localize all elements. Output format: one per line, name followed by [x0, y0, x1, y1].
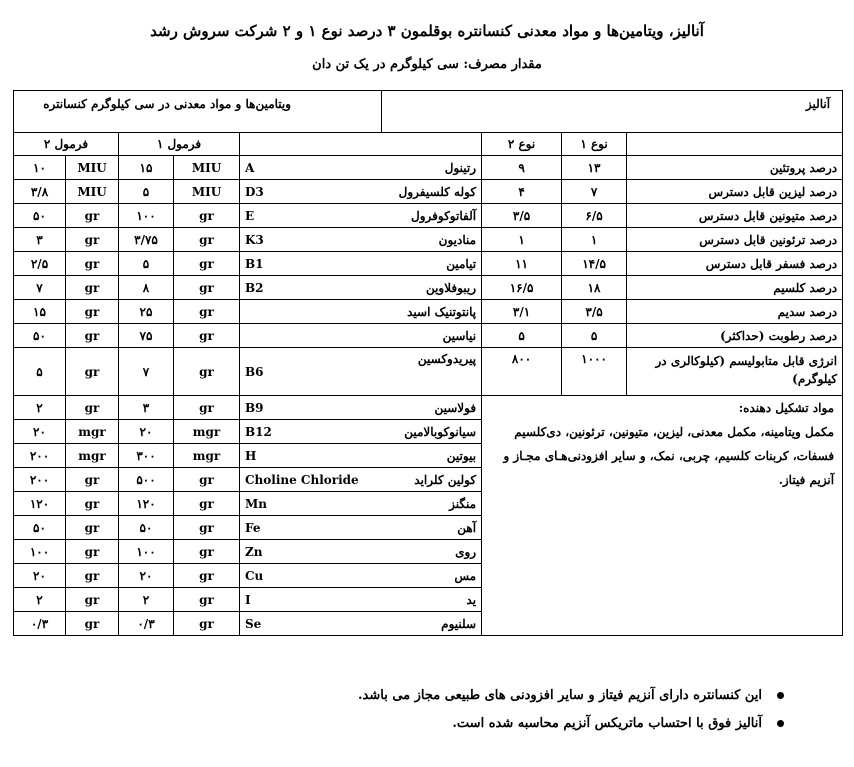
formula2-value: ۲۰ — [14, 420, 66, 444]
type2-header: نوع ۲ — [482, 133, 562, 156]
table-row — [14, 204, 843, 228]
vitamin-code: D3 — [240, 180, 382, 204]
vitamin-name: آلفاتوکوفرول — [382, 204, 482, 228]
document-title: آنالیز، ویتامین‌ها و مواد معدنی کنسانتره بوقلمون ۳ درصد نوع ۱ و ۲ شرکت سروش رشد — [150, 22, 704, 40]
formula1-value: ۷۵ — [119, 324, 174, 348]
vitamin-name: منادیون — [382, 228, 482, 252]
formula1-value: ۱۰۰ — [119, 204, 174, 228]
formula1-value: ۳/۷۵ — [119, 228, 174, 252]
type1-value: ۱۳ — [562, 156, 627, 180]
formula2-value: ۲۰۰ — [14, 468, 66, 492]
formula2-unit: gr — [66, 252, 119, 276]
formula2-unit: mgr — [66, 420, 119, 444]
formula1-unit: gr — [174, 588, 240, 612]
formula2-value: ۱۵ — [14, 300, 66, 324]
table-header-row — [14, 91, 843, 133]
formula2-value: ۲۰ — [14, 564, 66, 588]
formula1-value: ۲۵ — [119, 300, 174, 324]
analysis-label: درصد ترئونین قابل دسترس — [627, 228, 843, 252]
vitamins-header: ویتامین‌ها و مواد معدنی در سی کیلوگرم کنسانتره — [14, 91, 382, 133]
vitamin-code: B1 — [240, 252, 382, 276]
type2-value: ۳/۱ — [482, 300, 562, 324]
formula1-value: ۲۰ — [119, 420, 174, 444]
formula2-unit: mgr — [66, 444, 119, 468]
formula2-unit: gr — [66, 228, 119, 252]
vitamin-code: E — [240, 204, 382, 228]
bullet-icon — [777, 720, 784, 727]
formula2-unit: gr — [66, 516, 119, 540]
type1-value: ۶/۵ — [562, 204, 627, 228]
formula1-unit: mgr — [174, 444, 240, 468]
analysis-label: انرژی قابل متابولیسم (کیلوکالری در کیلوگرم) — [627, 348, 843, 396]
type1-header: نوع ۱ — [562, 133, 627, 156]
formula2-header: فرمول ۲ — [14, 133, 119, 156]
analysis-label: درصد رطوبت (حداکثر) — [627, 324, 843, 348]
vitamin-code: B9 — [240, 396, 382, 420]
formula1-unit: gr — [174, 468, 240, 492]
formula1-value: ۳ — [119, 396, 174, 420]
vitamin-code: I — [240, 588, 382, 612]
analysis-label: درصد سدیم — [627, 300, 843, 324]
formula1-unit: gr — [174, 564, 240, 588]
footnote-item — [358, 711, 784, 739]
formula2-unit: gr — [66, 588, 119, 612]
vitamin-name: سیانوکوبالامین — [382, 420, 482, 444]
formula1-value: ۲۰ — [119, 564, 174, 588]
formula1-value: ۱۵ — [119, 156, 174, 180]
analysis-label: درصد کلسیم — [627, 276, 843, 300]
vitamin-code: Cu — [240, 564, 382, 588]
type2-value: ۳/۵ — [482, 204, 562, 228]
formula1-value: ۲ — [119, 588, 174, 612]
formula1-unit: gr — [174, 300, 240, 324]
formula2-unit: gr — [66, 468, 119, 492]
type1-value: ۵ — [562, 324, 627, 348]
formula2-value: ۵۰ — [14, 516, 66, 540]
type1-value: ۱۸ — [562, 276, 627, 300]
formula1-value: ۵ — [119, 252, 174, 276]
formula1-value: ۷ — [119, 348, 174, 396]
formula1-value: ۸ — [119, 276, 174, 300]
type2-value: ۵ — [482, 324, 562, 348]
formula2-value: ۱۲۰ — [14, 492, 66, 516]
formula2-unit: MIU — [66, 180, 119, 204]
vitamin-name: فولاسین — [382, 396, 482, 420]
type1-value: ۳/۵ — [562, 300, 627, 324]
formula2-value: ۳ — [14, 228, 66, 252]
formula1-unit: mgr — [174, 420, 240, 444]
ingredients-note — [482, 396, 843, 636]
vitamin-name: کولین کلراید — [382, 468, 482, 492]
type1-value: ۷ — [562, 180, 627, 204]
type2-value: ۱۱ — [482, 252, 562, 276]
vitamin-code — [240, 324, 382, 348]
formula1-unit: gr — [174, 492, 240, 516]
type2-value: ۹ — [482, 156, 562, 180]
analysis-label: درصد متیونین قابل دسترس — [627, 204, 843, 228]
vitamin-code: Zn — [240, 540, 382, 564]
formula1-value: ۵ — [119, 180, 174, 204]
formula2-value: ۵ — [14, 348, 66, 396]
table-row — [14, 156, 843, 180]
empty-cell — [627, 133, 843, 156]
analysis-label: درصد فسفر قابل دسترس — [627, 252, 843, 276]
vitamin-name: مس — [382, 564, 482, 588]
vitamin-name: منگنز — [382, 492, 482, 516]
formula2-unit: gr — [66, 204, 119, 228]
table-subheader-row — [14, 133, 843, 156]
formula2-value: ۲/۵ — [14, 252, 66, 276]
formula2-unit: gr — [66, 612, 119, 636]
bullet-icon — [777, 692, 784, 699]
formula1-value: ۵۰۰ — [119, 468, 174, 492]
formula2-value: ۵۰ — [14, 324, 66, 348]
formula2-value: ۵۰ — [14, 204, 66, 228]
formula2-unit: gr — [66, 396, 119, 420]
type2-value: ۸۰۰ — [482, 348, 562, 396]
vitamin-code: Fe — [240, 516, 382, 540]
formula2-value: ۲۰۰ — [14, 444, 66, 468]
formula2-value: ۷ — [14, 276, 66, 300]
table-row — [14, 276, 843, 300]
vitamin-code: B12 — [240, 420, 382, 444]
vitamin-name: آهن — [382, 516, 482, 540]
formula1-unit: MIU — [174, 180, 240, 204]
formula1-unit: MIU — [174, 156, 240, 180]
document-subtitle: مقدار مصرف: سی کیلوگرم در یک تن دان — [312, 57, 542, 72]
formula2-unit: gr — [66, 492, 119, 516]
formula1-unit: gr — [174, 324, 240, 348]
vitamin-name: پیریدوکسین — [382, 348, 482, 396]
formula2-unit: gr — [66, 348, 119, 396]
formula1-value: ۳۰۰ — [119, 444, 174, 468]
formula1-unit: gr — [174, 516, 240, 540]
vitamin-name: ید — [382, 588, 482, 612]
formula2-value: ۳/۸ — [14, 180, 66, 204]
formula1-value: ۱۰۰ — [119, 540, 174, 564]
footnotes — [358, 683, 784, 739]
ingredients-title: مواد تشکیل دهنده: — [738, 401, 835, 415]
type2-value: ۴ — [482, 180, 562, 204]
formula1-unit: gr — [174, 396, 240, 420]
table-row — [14, 180, 843, 204]
table-row — [14, 228, 843, 252]
formula2-value: ۲ — [14, 588, 66, 612]
type1-value: ۱۰۰۰ — [562, 348, 627, 396]
analysis-label: درصد لیزین قابل دسترس — [627, 180, 843, 204]
vitamin-code: Mn — [240, 492, 382, 516]
footnote-text: آنالیز فوق با احتساب ماتریکس آنزیم محاسبه شده است. — [452, 716, 762, 731]
formula2-unit: gr — [66, 540, 119, 564]
formula2-value: ۰/۳ — [14, 612, 66, 636]
formula2-unit: gr — [66, 324, 119, 348]
formula1-header: فرمول ۱ — [119, 133, 240, 156]
vitamin-name: کوله کلسیفرول — [382, 180, 482, 204]
vitamin-code: B6 — [240, 348, 382, 396]
formula1-unit: gr — [174, 348, 240, 396]
formula2-unit: MIU — [66, 156, 119, 180]
vitamin-name: روی — [382, 540, 482, 564]
formula2-value: ۲ — [14, 396, 66, 420]
vitamin-code: A — [240, 156, 382, 180]
formula1-value: ۱۲۰ — [119, 492, 174, 516]
formula2-unit: gr — [66, 564, 119, 588]
footnote-text: این کنسانتره دارای آنزیم فیتاز و سایر افزودنی های طبیعی مجاز می باشد. — [357, 688, 762, 703]
vitamin-name: تیامین — [382, 252, 482, 276]
formula1-unit: gr — [174, 204, 240, 228]
formula1-value: ۵۰ — [119, 516, 174, 540]
vitamin-name: ریبوفلاوین — [382, 276, 482, 300]
vitamin-name: بیوتین — [382, 444, 482, 468]
table-row — [14, 348, 843, 396]
type1-value: ۱ — [562, 228, 627, 252]
vitamin-name: نیاسین — [382, 324, 482, 348]
formula2-unit: gr — [66, 276, 119, 300]
table-row — [14, 252, 843, 276]
footnote-item — [358, 683, 784, 711]
vitamin-name: پانتوتنیک اسید — [382, 300, 482, 324]
ingredients-text: مکمل ویتامینه، مکمل معدنی، لیزین، متیونین، ترئونین، دی‌کلسیم فسفات، کربنات کلسیم، چربی، نمک، و سایر افزودنی‌هـای مجـاز و آنزیم فیتاز. — [503, 425, 835, 487]
formula1-unit: gr — [174, 540, 240, 564]
formula1-value: ۰/۳ — [119, 612, 174, 636]
vitamin-code: Choline Chloride — [240, 468, 382, 492]
analysis-label: درصد پروتئین — [627, 156, 843, 180]
vitamin-code: H — [240, 444, 382, 468]
formula1-unit: gr — [174, 252, 240, 276]
table-row — [14, 300, 843, 324]
analysis-header: آنالیز — [382, 91, 843, 133]
formula2-value: ۱۰ — [14, 156, 66, 180]
vitamin-name: رتینول — [382, 156, 482, 180]
formula1-unit: gr — [174, 228, 240, 252]
type1-value: ۱۴/۵ — [562, 252, 627, 276]
table-row — [14, 396, 843, 420]
formula2-value: ۱۰۰ — [14, 540, 66, 564]
vitamin-code: K3 — [240, 228, 382, 252]
empty-cell — [240, 133, 482, 156]
vitamin-name: سلنیوم — [382, 612, 482, 636]
concentrate-table — [13, 90, 843, 636]
formula1-unit: gr — [174, 612, 240, 636]
vitamin-code: Se — [240, 612, 382, 636]
formula1-unit: gr — [174, 276, 240, 300]
formula2-unit: gr — [66, 300, 119, 324]
vitamin-code — [240, 300, 382, 324]
table-row — [14, 324, 843, 348]
type2-value: ۱ — [482, 228, 562, 252]
vitamin-code: B2 — [240, 276, 382, 300]
type2-value: ۱۶/۵ — [482, 276, 562, 300]
